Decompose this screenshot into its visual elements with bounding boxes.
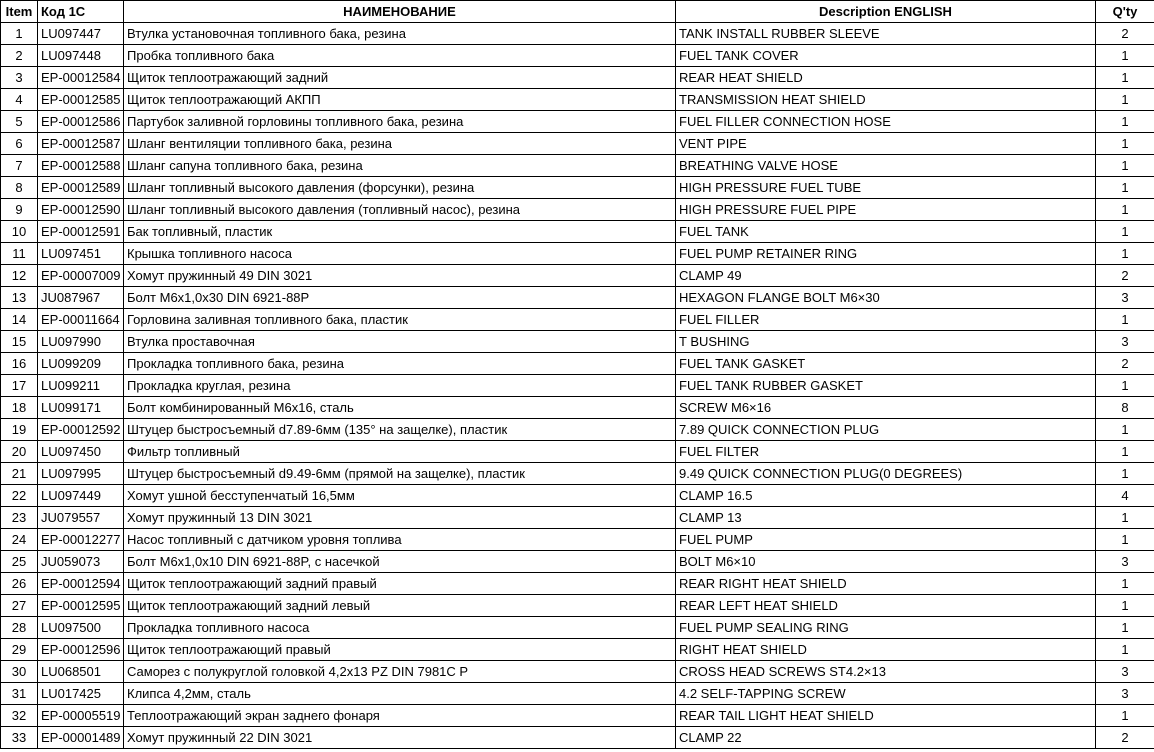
cell-item: 6 [1,133,38,155]
cell-description: REAR RIGHT HEAT SHIELD [676,573,1096,595]
cell-quantity: 1 [1096,639,1154,661]
table-row [1,661,1154,683]
header-name: НАИМЕНОВАНИЕ [124,1,676,23]
cell-name: Фильтр топливный [124,441,676,463]
cell-description: TRANSMISSION HEAT SHIELD [676,89,1096,111]
cell-item: 22 [1,485,38,507]
table-row [1,419,1154,441]
table-row [1,133,1154,155]
cell-quantity: 3 [1096,661,1154,683]
cell-quantity: 1 [1096,705,1154,727]
cell-quantity: 1 [1096,617,1154,639]
cell-name: Хомут пружинный 49 DIN 3021 [124,265,676,287]
cell-name: Втулка установочная топливного бака, резина [124,23,676,45]
cell-item: 24 [1,529,38,551]
cell-code: LU097447 [38,23,124,45]
cell-description: REAR TAIL LIGHT HEAT SHIELD [676,705,1096,727]
cell-name: Щиток теплоотражающий задний левый [124,595,676,617]
cell-quantity: 1 [1096,375,1154,397]
cell-code: EP-00012595 [38,595,124,617]
cell-code: EP-00012594 [38,573,124,595]
table-row [1,67,1154,89]
cell-code: EP-00001489 [38,727,124,749]
cell-code: EP-00005519 [38,705,124,727]
cell-name: Теплоотражающий экран заднего фонаря [124,705,676,727]
cell-code: JU079557 [38,507,124,529]
cell-code: EP-00012592 [38,419,124,441]
cell-quantity: 1 [1096,243,1154,265]
table-row [1,485,1154,507]
table-row [1,265,1154,287]
cell-description: FUEL PUMP RETAINER RING [676,243,1096,265]
cell-quantity: 2 [1096,353,1154,375]
cell-name: Бак топливный, пластик [124,221,676,243]
cell-description: HEXAGON FLANGE BOLT M6×30 [676,287,1096,309]
cell-item: 30 [1,661,38,683]
cell-description: T BUSHING [676,331,1096,353]
cell-name: Болт М6х1,0х30 DIN 6921-88P [124,287,676,309]
cell-item: 7 [1,155,38,177]
cell-description: FUEL FILLER [676,309,1096,331]
table-row [1,727,1154,749]
table-row [1,617,1154,639]
cell-item: 18 [1,397,38,419]
cell-item: 8 [1,177,38,199]
cell-quantity: 2 [1096,727,1154,749]
cell-description: CLAMP 16.5 [676,485,1096,507]
cell-description: FUEL TANK RUBBER GASKET [676,375,1096,397]
cell-quantity: 3 [1096,331,1154,353]
cell-quantity: 1 [1096,463,1154,485]
cell-name: Щиток теплоотражающий правый [124,639,676,661]
cell-description: HIGH PRESSURE FUEL PIPE [676,199,1096,221]
table-row [1,287,1154,309]
cell-item: 11 [1,243,38,265]
cell-description: REAR LEFT HEAT SHIELD [676,595,1096,617]
cell-description: CLAMP 13 [676,507,1096,529]
cell-description: 7.89 QUICK CONNECTION PLUG [676,419,1096,441]
cell-item: 33 [1,727,38,749]
cell-description: SCREW M6×16 [676,397,1096,419]
cell-name: Прокладка круглая, резина [124,375,676,397]
cell-item: 15 [1,331,38,353]
cell-description: RIGHT HEAT SHIELD [676,639,1096,661]
cell-quantity: 8 [1096,397,1154,419]
table-row [1,309,1154,331]
cell-code: JU059073 [38,551,124,573]
table-row [1,177,1154,199]
cell-item: 19 [1,419,38,441]
table-row [1,595,1154,617]
table-row [1,375,1154,397]
cell-name: Пробка топливного бака [124,45,676,67]
cell-item: 28 [1,617,38,639]
cell-name: Прокладка топливного бака, резина [124,353,676,375]
cell-item: 4 [1,89,38,111]
table-row [1,705,1154,727]
cell-quantity: 3 [1096,551,1154,573]
table-row [1,441,1154,463]
cell-quantity: 4 [1096,485,1154,507]
cell-item: 5 [1,111,38,133]
cell-quantity: 1 [1096,45,1154,67]
cell-name: Саморез с полукруглой головкой 4,2х13 PZ DIN 7981C P [124,661,676,683]
cell-item: 12 [1,265,38,287]
cell-code: LU097990 [38,331,124,353]
cell-item: 31 [1,683,38,705]
cell-name: Втулка проставочная [124,331,676,353]
cell-code: LU097450 [38,441,124,463]
cell-quantity: 1 [1096,441,1154,463]
table-row [1,89,1154,111]
cell-code: EP-00012586 [38,111,124,133]
cell-quantity: 1 [1096,507,1154,529]
cell-description: FUEL TANK GASKET [676,353,1096,375]
cell-code: LU099171 [38,397,124,419]
cell-quantity: 1 [1096,155,1154,177]
cell-item: 2 [1,45,38,67]
table-row [1,243,1154,265]
cell-quantity: 1 [1096,529,1154,551]
cell-name: Шланг топливный высокого давления (топливный насос), резина [124,199,676,221]
cell-name: Шланг вентиляции топливного бака, резина [124,133,676,155]
cell-code: LU017425 [38,683,124,705]
cell-item: 3 [1,67,38,89]
cell-name: Прокладка топливного насоса [124,617,676,639]
table-row [1,331,1154,353]
cell-name: Насос топливный с датчиком уровня топлива [124,529,676,551]
header-code: Код 1С [38,1,124,23]
table-row [1,111,1154,133]
header-description: Description ENGLISH [676,1,1096,23]
cell-description: 9.49 QUICK CONNECTION PLUG(0 DEGREES) [676,463,1096,485]
cell-code: LU099211 [38,375,124,397]
table-row [1,639,1154,661]
cell-code: EP-00012596 [38,639,124,661]
cell-name: Горловина заливная топливного бака, пластик [124,309,676,331]
cell-code: EP-00012277 [38,529,124,551]
cell-description: FUEL TANK [676,221,1096,243]
cell-name: Клипса 4,2мм, сталь [124,683,676,705]
cell-name: Хомут пружинный 22 DIN 3021 [124,727,676,749]
cell-item: 10 [1,221,38,243]
cell-description: 4.2 SELF-TAPPING SCREW [676,683,1096,705]
cell-code: EP-00011664 [38,309,124,331]
cell-code: LU068501 [38,661,124,683]
table-row [1,221,1154,243]
cell-description: FUEL PUMP SEALING RING [676,617,1096,639]
cell-item: 1 [1,23,38,45]
cell-description: CLAMP 49 [676,265,1096,287]
cell-code: EP-00012585 [38,89,124,111]
cell-name: Щиток теплоотражающий задний [124,67,676,89]
cell-description: FUEL FILLER CONNECTION HOSE [676,111,1096,133]
cell-quantity: 1 [1096,177,1154,199]
cell-quantity: 1 [1096,89,1154,111]
cell-quantity: 1 [1096,221,1154,243]
table-body [1,23,1154,749]
cell-code: JU087967 [38,287,124,309]
cell-quantity: 1 [1096,111,1154,133]
cell-name: Крышка топливного насоса [124,243,676,265]
cell-code: EP-00007009 [38,265,124,287]
cell-quantity: 1 [1096,199,1154,221]
cell-quantity: 2 [1096,265,1154,287]
table-row [1,507,1154,529]
cell-code: LU097449 [38,485,124,507]
cell-description: FUEL PUMP [676,529,1096,551]
table-row [1,23,1154,45]
cell-code: EP-00012590 [38,199,124,221]
cell-item: 32 [1,705,38,727]
cell-code: EP-00012584 [38,67,124,89]
cell-name: Щиток теплоотражающий задний правый [124,573,676,595]
table-row [1,573,1154,595]
cell-description: CLAMP 22 [676,727,1096,749]
cell-item: 9 [1,199,38,221]
cell-description: TANK INSTALL RUBBER SLEEVE [676,23,1096,45]
table-row [1,353,1154,375]
table-row [1,529,1154,551]
cell-code: LU099209 [38,353,124,375]
cell-quantity: 2 [1096,23,1154,45]
table-row [1,155,1154,177]
cell-name: Штуцер быстросъемный d7.89-6мм (135° на защелке), пластик [124,419,676,441]
cell-description: BOLT M6×10 [676,551,1096,573]
cell-quantity: 1 [1096,573,1154,595]
cell-name: Щиток теплоотражающий АКПП [124,89,676,111]
cell-code: EP-00012591 [38,221,124,243]
cell-name: Хомут ушной бесступенчатый 16,5мм [124,485,676,507]
cell-code: LU097995 [38,463,124,485]
cell-quantity: 3 [1096,683,1154,705]
cell-code: LU097451 [38,243,124,265]
cell-quantity: 1 [1096,309,1154,331]
cell-quantity: 1 [1096,595,1154,617]
cell-description: VENT PIPE [676,133,1096,155]
cell-name: Партубок заливной горловины топливного бака, резина [124,111,676,133]
cell-description: FUEL FILTER [676,441,1096,463]
cell-code: EP-00012588 [38,155,124,177]
table-row [1,463,1154,485]
cell-item: 14 [1,309,38,331]
cell-name: Болт М6х1,0х10 DIN 6921-88P, с насечкой [124,551,676,573]
table-row [1,397,1154,419]
cell-item: 16 [1,353,38,375]
cell-item: 17 [1,375,38,397]
cell-item: 26 [1,573,38,595]
cell-description: CROSS HEAD SCREWS ST4.2×13 [676,661,1096,683]
cell-item: 20 [1,441,38,463]
cell-quantity: 1 [1096,67,1154,89]
cell-code: EP-00012587 [38,133,124,155]
cell-name: Болт комбинированный М6х16, сталь [124,397,676,419]
cell-description: REAR HEAT SHIELD [676,67,1096,89]
cell-item: 21 [1,463,38,485]
header-row [1,1,1154,23]
cell-name: Штуцер быстросъемный d9.49-6мм (прямой на защелке), пластик [124,463,676,485]
cell-name: Шланг сапуна топливного бака, резина [124,155,676,177]
cell-quantity: 3 [1096,287,1154,309]
cell-code: LU097448 [38,45,124,67]
cell-code: EP-00012589 [38,177,124,199]
cell-item: 29 [1,639,38,661]
header-quantity: Q'ty [1096,1,1154,23]
cell-description: HIGH PRESSURE FUEL TUBE [676,177,1096,199]
cell-name: Хомут пружинный 13 DIN 3021 [124,507,676,529]
cell-item: 23 [1,507,38,529]
table-row [1,683,1154,705]
table-row [1,45,1154,67]
cell-item: 25 [1,551,38,573]
cell-description: FUEL TANK COVER [676,45,1096,67]
cell-item: 27 [1,595,38,617]
table-row [1,551,1154,573]
cell-name: Шланг топливный высокого давления (форсунки), резина [124,177,676,199]
header-item: Item [1,1,38,23]
cell-item: 13 [1,287,38,309]
cell-quantity: 1 [1096,133,1154,155]
cell-code: LU097500 [38,617,124,639]
cell-description: BREATHING VALVE HOSE [676,155,1096,177]
cell-quantity: 1 [1096,419,1154,441]
table-row [1,199,1154,221]
